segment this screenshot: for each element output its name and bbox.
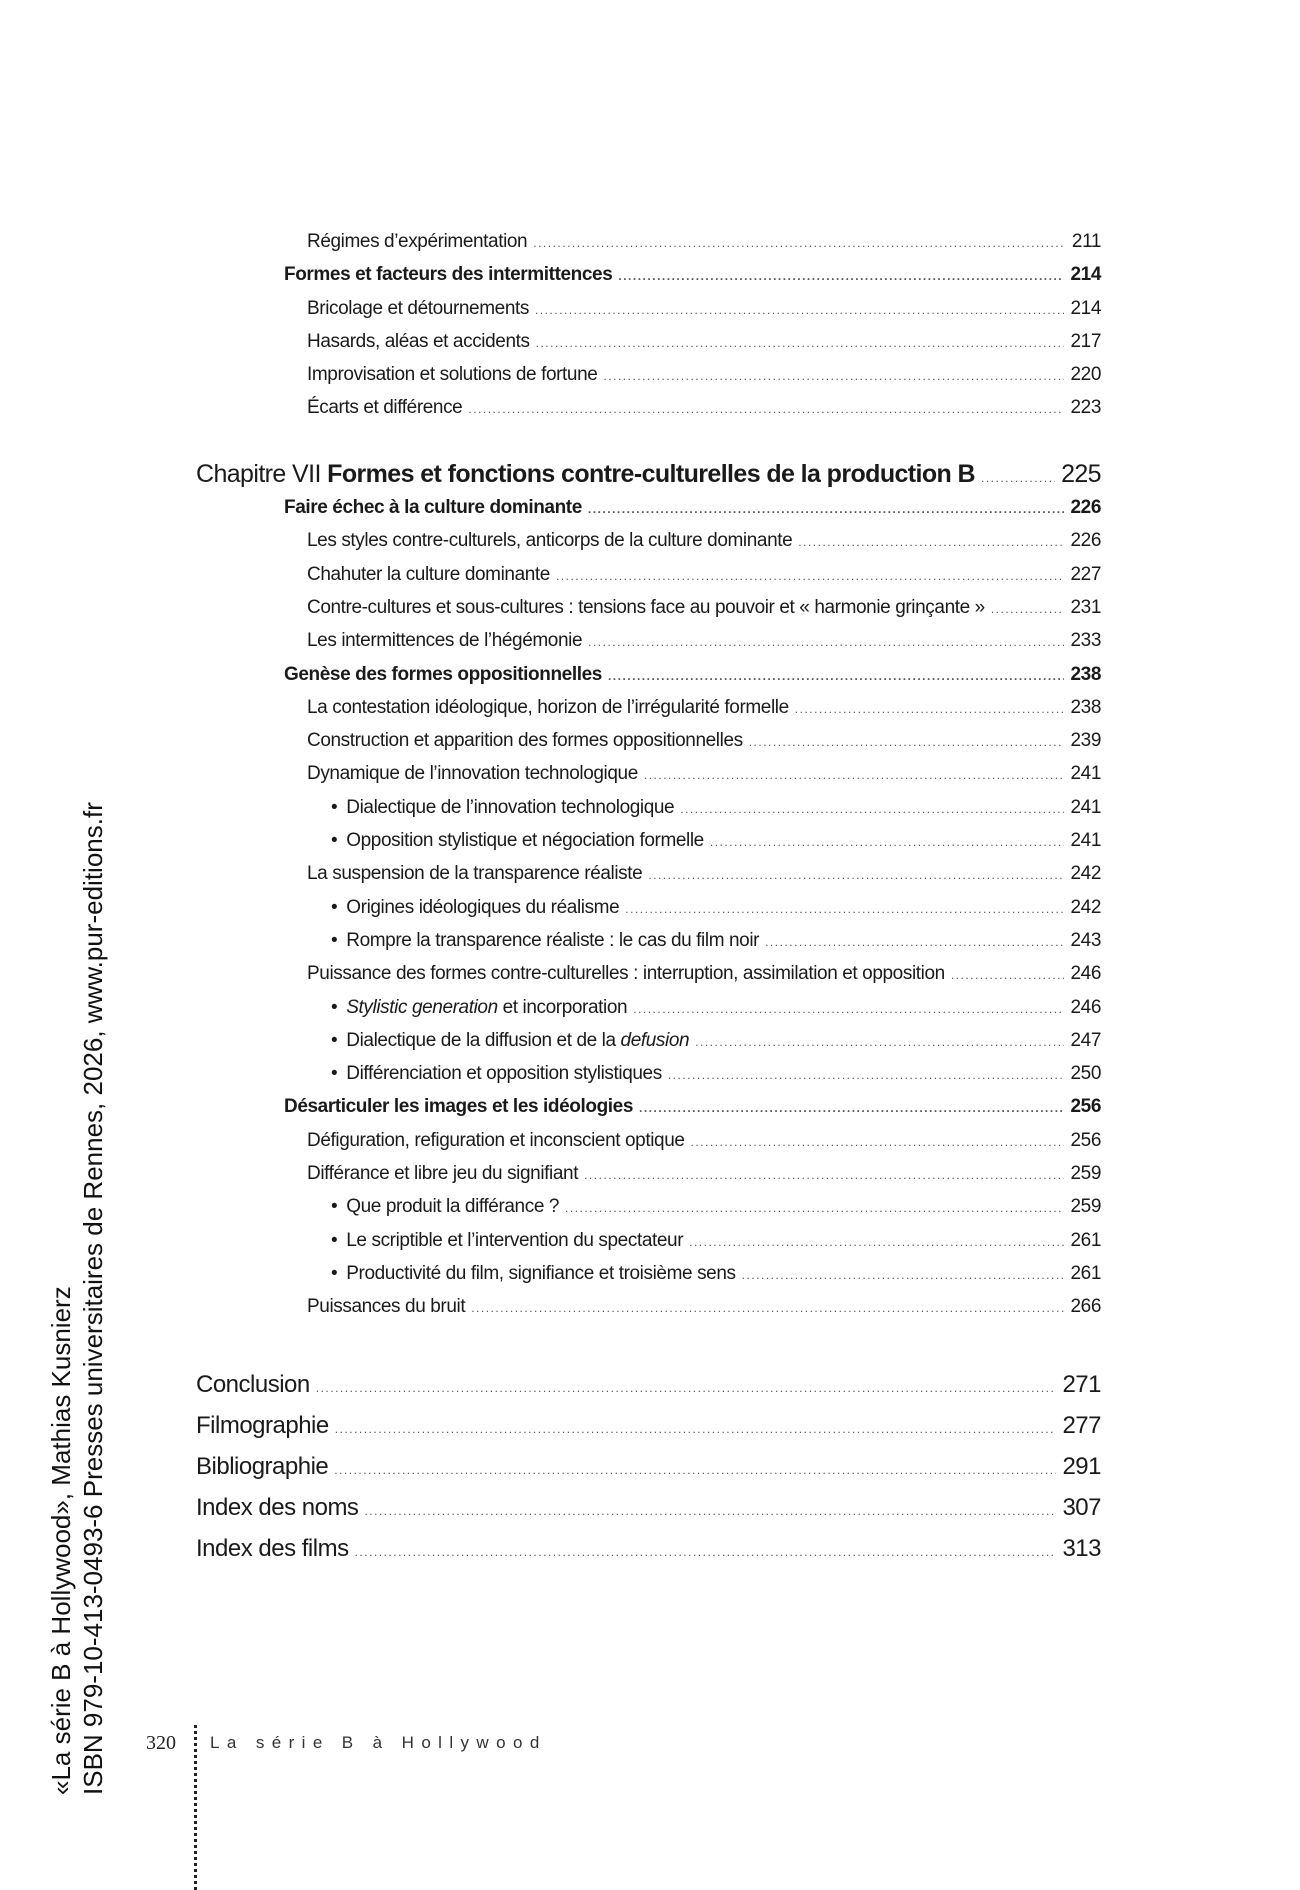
dot-leader [335,1409,1057,1450]
bullet-icon: • [331,1196,338,1218]
dot-leader [588,493,1065,526]
bullet-icon: • [331,1029,338,1051]
toc-entry [196,591,1101,624]
toc-entry-page: 239 [1070,730,1101,752]
dot-leader [695,1026,1064,1059]
toc-entry-label: Construction et apparition des formes oppositionnelles [307,730,743,752]
dot-leader [668,1059,1065,1092]
running-title: La série B à Hollywood [210,1733,547,1752]
toc-entry-page: 233 [1070,630,1101,652]
dot-leader [355,1532,1057,1573]
toc-entry-page: 313 [1062,1534,1101,1562]
toc-entry-label: • Productivité du film, signifiance et troisième sens [331,1262,736,1284]
bullet-icon: • [331,996,338,1018]
dot-leader [468,393,1064,426]
toc-entry-label: Désarticuler les images et les idéologies [284,1096,633,1118]
bullet-icon: • [331,830,338,852]
toc-entry-label: • Stylistic generation et incorporation [331,996,628,1018]
toc-entry-label: Index des noms [196,1493,359,1521]
toc-entry-label: • Rompre la transparence réaliste : le cas du film noir [331,929,760,951]
toc-entry-page: 246 [1070,996,1101,1018]
toc-entry-label: Les intermittences de l’hégémonie [307,630,583,652]
toc-entry-page: 243 [1070,929,1101,951]
toc-section-heading [196,258,1101,291]
copyright-notice [45,802,109,1795]
toc-entry-page: 225 [1061,459,1101,488]
dot-leader [749,726,1065,759]
toc-subentry [196,791,1101,824]
toc-subentry [196,824,1101,857]
toc-entry-page: 227 [1070,563,1101,585]
toc-entry [196,1124,1101,1157]
dot-leader [765,926,1064,959]
toc-subentry [196,1057,1101,1090]
toc-entry-page: 226 [1070,530,1101,552]
toc-entry [196,691,1101,724]
toc-entry-page: 271 [1062,1370,1101,1398]
toc-entry-page: 231 [1070,596,1101,618]
toc-entry-label: • Dialectique de la diffusion et de la defusion [331,1029,690,1051]
bullet-icon: • [331,1262,338,1284]
toc-section-heading [196,1090,1101,1123]
toc-entry [196,724,1101,757]
toc-entry [196,857,1101,890]
bullet-icon: • [331,1063,338,1085]
toc-entry-page: 242 [1070,863,1101,885]
bullet-icon: • [331,1229,338,1251]
dot-leader [689,1226,1064,1259]
toc-subentry [196,924,1101,957]
toc-chapter-label [196,458,975,491]
toc-entry [196,1290,1101,1323]
toc-entry-page: 223 [1070,397,1101,419]
toc-entry [196,358,1101,391]
dot-leader [951,959,1065,992]
dot-leader [565,1192,1064,1225]
toc-subentry [196,1257,1101,1290]
toc-subentry [196,891,1101,924]
toc-entry-page: 220 [1070,364,1101,386]
bullet-icon: • [331,796,338,818]
dot-leader [710,826,1065,859]
toc-section-heading [196,658,1101,691]
dot-leader [639,1092,1064,1125]
toc-subentry [196,1190,1101,1223]
toc-subentry [196,1024,1101,1057]
dot-leader [334,1450,1056,1491]
toc-entry-page: 214 [1070,297,1101,319]
toc-entry-page: 261 [1070,1229,1101,1251]
dot-leader [536,327,1065,360]
spacer [196,1324,1101,1364]
table-of-contents [196,225,1101,1569]
toc-entry-label: Les styles contre-culturels, anticorps de la culture dominante [307,530,793,552]
toc-entry-label: • Opposition stylistique et négociation formelle [331,830,704,852]
toc-entry-page: 241 [1070,763,1101,785]
chapter-number: Chapitre VII [196,459,321,488]
page-footer [146,1728,176,1758]
toc-entry-label: • Différenciation et opposition stylistiques [331,1063,662,1085]
toc-entry-page: 214 [1070,264,1101,286]
dot-leader [691,1126,1065,1159]
toc-entry [196,225,1101,258]
toc-entry-page: 241 [1070,830,1101,852]
toc-entry-label: La suspension de la transparence réaliste [307,863,643,885]
bullet-icon: • [331,896,338,918]
toc-entry-page: 250 [1070,1063,1101,1085]
toc-entry-label: Genèse des formes oppositionnelles [284,663,602,685]
toc-entry-page: 238 [1070,696,1101,718]
toc-back-matter [196,1487,1101,1528]
toc-entry-label: • Origines idéologiques du réalisme [331,896,620,918]
dot-leader [588,626,1064,659]
dot-leader [798,526,1064,559]
toc-entry [196,325,1101,358]
toc-entry-page: 246 [1070,963,1101,985]
toc-entry-label: Conclusion [196,1370,310,1398]
toc-entry-label: Régimes d’expérimentation [307,231,528,252]
toc-entry-label: Faire échec à la culture dominante [284,497,582,519]
toc-entry-label: Filmographie [196,1411,329,1439]
toc-back-matter [196,1364,1101,1405]
spacer [196,425,1101,458]
dot-leader [981,462,1055,495]
toc-entry [196,757,1101,790]
page-number: 320 [146,1731,176,1754]
toc-entry-page: 307 [1062,1493,1101,1521]
dot-leader [618,260,1064,293]
toc-entry [196,292,1101,325]
dot-leader [633,993,1064,1026]
dot-leader [742,1259,1065,1292]
toc-entry-label: • Dialectique de l’innovation technologique [331,796,675,818]
toc-entry-label: Bibliographie [196,1452,329,1480]
toc-entry-label: Puissances du bruit [307,1296,466,1318]
toc-entry-label: Dynamique de l’innovation technologique [307,763,638,785]
dot-leader [364,1491,1056,1532]
toc-entry-page: 247 [1070,1029,1101,1051]
notice-line-1: «La série B à Hollywood», Mathias Kusnierz [46,1286,76,1795]
dot-leader [533,227,1065,260]
toc-entry-label: Contre-cultures et sous-cultures : tensions face au pouvoir et « harmonie grinçante » [307,596,985,618]
dotted-rule [194,1725,197,1890]
notice-line-2: ISBN 979-10-413-0493-6 Presses universitaires de Rennes, 2026, www.pur-editions.fr [78,802,108,1795]
toc-entry-label: • Que produit la différance ? [331,1196,560,1218]
toc-entry [196,524,1101,557]
toc-entry [196,391,1101,424]
toc-entry-page: 291 [1062,1452,1101,1480]
toc-chapter-heading [196,458,1101,491]
dot-leader [535,294,1065,327]
dot-leader [584,1159,1064,1192]
toc-entry-page: 259 [1070,1163,1101,1185]
toc-entry-page: 256 [1070,1096,1101,1118]
dot-leader [991,593,1065,626]
dot-leader [608,660,1065,693]
toc-entry-label: Bricolage et détournements [307,297,529,319]
toc-entry-page: 226 [1070,497,1101,519]
dot-leader [625,893,1064,926]
toc-entry-label: Formes et facteurs des intermittences [284,264,613,286]
toc-entry-page: 266 [1070,1296,1101,1318]
chapter-title: Formes et fonctions contre-culturelles de la production B [327,459,976,488]
dot-leader [603,360,1064,393]
dot-leader [556,560,1065,593]
toc-entry-label: Défiguration, refiguration et inconscient optique [307,1129,685,1151]
toc-entry-page: 217 [1070,330,1101,352]
toc-back-matter [196,1528,1101,1569]
dot-leader [795,693,1065,726]
toc-entry-label: • Le scriptible et l’intervention du spectateur [331,1229,684,1251]
toc-entry [196,624,1101,657]
toc-entry [196,957,1101,990]
toc-entry-page: 241 [1070,796,1101,818]
toc-entry-page: 238 [1070,663,1101,685]
toc-entry-label: Écarts et différence [307,397,463,419]
toc-back-matter [196,1446,1101,1487]
toc-entry-label: Index des films [196,1534,349,1562]
toc-subentry [196,1224,1101,1257]
toc-entry-label: Différance et libre jeu du signifiant [307,1163,579,1185]
toc-entry-label: La contestation idéologique, horizon de l’irrégularité formelle [307,696,789,718]
toc-entry-page: 277 [1062,1411,1101,1439]
dot-leader [680,793,1064,826]
toc-entry-page: 242 [1070,896,1101,918]
dot-leader [316,1368,1057,1409]
toc-back-matter [196,1405,1101,1446]
dot-leader [471,1292,1064,1325]
toc-entry-label: Hasards, aléas et accidents [307,330,530,352]
toc-entry [196,1157,1101,1190]
toc-subentry [196,991,1101,1024]
bullet-icon: • [331,929,338,951]
toc-entry-label: Improvisation et solutions de fortune [307,364,598,386]
toc-entry-label: Puissance des formes contre-culturelles : interruption, assimilation et opposition [307,963,945,985]
toc-entry-page: 259 [1070,1196,1101,1218]
toc-entry-page: 211 [1071,231,1101,252]
toc-entry-page: 256 [1070,1129,1101,1151]
toc-entry-label: Chahuter la culture dominante [307,563,550,585]
toc-section-heading [196,491,1101,524]
dot-leader [648,859,1064,892]
dot-leader [644,759,1065,792]
toc-entry [196,558,1101,591]
toc-entry-page: 261 [1070,1262,1101,1284]
